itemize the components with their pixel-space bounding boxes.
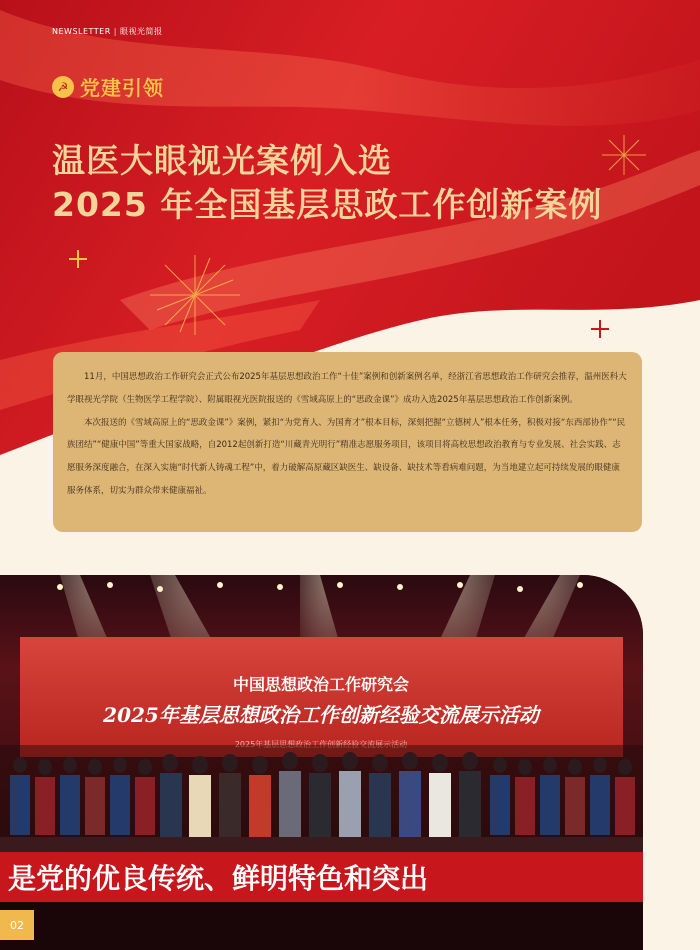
stage-subtitle: 2025年基层思想政治工作创新经验交流展示活动 bbox=[103, 703, 539, 727]
event-photo bbox=[0, 575, 643, 950]
stage-screen bbox=[20, 637, 623, 757]
photo-banner-text: 是党的优良传统、鲜明特色和突出 bbox=[8, 862, 429, 895]
brand-name: NEWSLETTER bbox=[52, 27, 111, 36]
brand-subtitle: 眼视光简报 bbox=[120, 27, 163, 36]
party-emblem-icon: ☭ bbox=[52, 76, 74, 98]
article-paragraph-1: 11月，中国思想政治工作研究会正式公布2025年基层思想政治工作“十佳”案例和创新案例名单，经浙江省思想政治工作研究会推荐，温州医科大学眼视光学院（生物医学工程学院）、附属眼视光医院报送的《雪域高原上的“思政金课”》成功入选2025年基层思想政治工作创新案例。 bbox=[67, 372, 627, 405]
article-paragraph-2: 本次报送的《雪域高原上的“思政金课”》案例，紧扣“为党育人、为国育才”根本目标，深刻把握“立德树人”根本任务，积极对接“东西部协作”“民族团结”“健康中国”等重大国家战略，自2012起创新打造“川藏青光明行”精准志愿服务项目，该项目将高校思想政治教育与专业发展、社会实践、志愿服务深度融合，在深入实施“时代新人铸魂工程”中，着力破解高原藏区缺医生、缺设备、缺技术等看病难问题，为当地建立起可持续发展的眼健康服务体系，切实为群众带来健康福祉。 bbox=[67, 417, 626, 496]
stage-title: 中国思想政治工作研究会 bbox=[232, 675, 410, 694]
section-title: 党建引领 bbox=[80, 76, 164, 100]
article-text-box bbox=[53, 352, 642, 532]
page-number: 02 bbox=[0, 910, 34, 940]
newsletter-header: NEWSLETTER | 眼视光简报 bbox=[52, 27, 163, 36]
stage-small-text: 2025年基层思想政治工作创新经验交流展示活动 bbox=[234, 740, 408, 749]
headline-line-1: 温医大眼视光案例入选 bbox=[52, 141, 392, 180]
headline-line-2: 2025 年全国基层思政工作创新案例 bbox=[52, 185, 603, 224]
article-headline bbox=[52, 140, 602, 228]
section-tag bbox=[52, 72, 164, 101]
event-photo-illustration bbox=[0, 575, 643, 950]
sparkle-right bbox=[591, 320, 609, 338]
